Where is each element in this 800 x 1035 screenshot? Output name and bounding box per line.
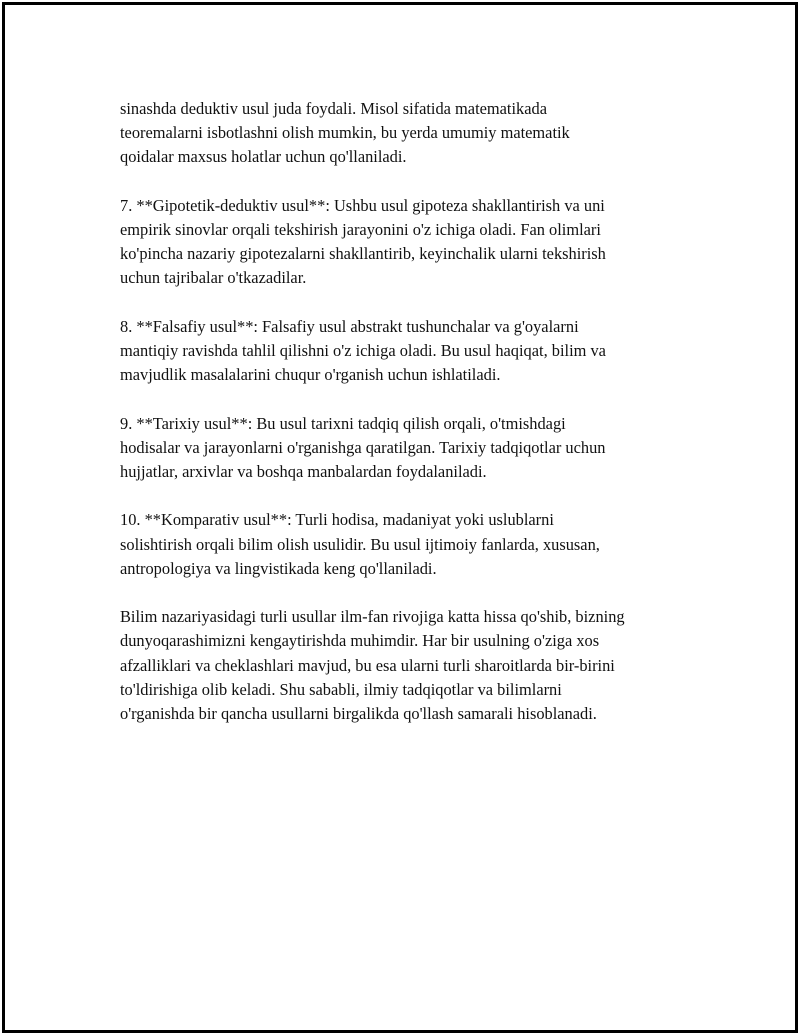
document-body	[120, 97, 700, 750]
paragraph-historical: 9. **Tarixiy usul**: Bu usul tarixni tadqiq qilish orqali, o'tmishdagi hodisalar va jarayonlarni o'rganishga qaratilgan. Tarixiy tadqiqotlar uchun hujjatlar, arxivlar va boshqa manbalardan foydalaniladi.	[120, 413, 606, 481]
paragraph-philosophical: 8. **Falsafiy usul**: Falsafiy usul abstrakt tushunchalar va g'oyalarni mantiqiy ravishda tahlil qilishni o'z ichiga oladi. Bu usul haqiqat, bilim va mavjudlik masalalarini chuqur o'rganish uchun ishlatiladi.	[120, 316, 606, 385]
document-page	[2, 2, 798, 1033]
paragraph-conclusion: Bilim nazariyasidagi turli usullar ilm-fan rivojiga katta hissa qo'shib, bizning dunyoqarashimizni kengaytirishda muhimdir. Har bir usulning o'ziga xos afzalliklari va cheklashlari mavjud, bu esa ularni turli sharoitlarda bir-birini to'ldirishiga olib keladi. Shu sababli, ilmiy tadqiqotlar va bilimlarni o'rganishda bir qancha usullarni birgalikda qo'llash samarali hisoblanadi.	[120, 607, 625, 723]
paragraph-deductive-continuation: sinashda deduktiv usul juda foydali. Misol sifatida matematikada teoremalarni isbotlashni olish mumkin, bu yerda umumiy matematik qoidalar maxsus holatlar uchun qo'llaniladi.	[120, 99, 570, 167]
paragraph-hypothetico-deductive: 7. **Gipotetik-deduktiv usul**: Ushbu usul gipoteza shakllantirish va uni empirik sinovlar orqali tekshirish jarayonini o'z ichiga oladi. Fan olimlari ko'pincha nazariy gipotezalarni shakllantirib, keyinchalik ularni tekshirish uchun tajribalar o'tkazadilar.	[120, 195, 606, 288]
paragraph-comparative: 10. **Komparativ usul**: Turli hodisa, madaniyat yoki uslublarni solishtirish orqali bilim olish usulidir. Bu usul ijtimoiy fanlarda, xususan, antropologiya va lingvistikada keng qo'llaniladi.	[120, 510, 600, 578]
